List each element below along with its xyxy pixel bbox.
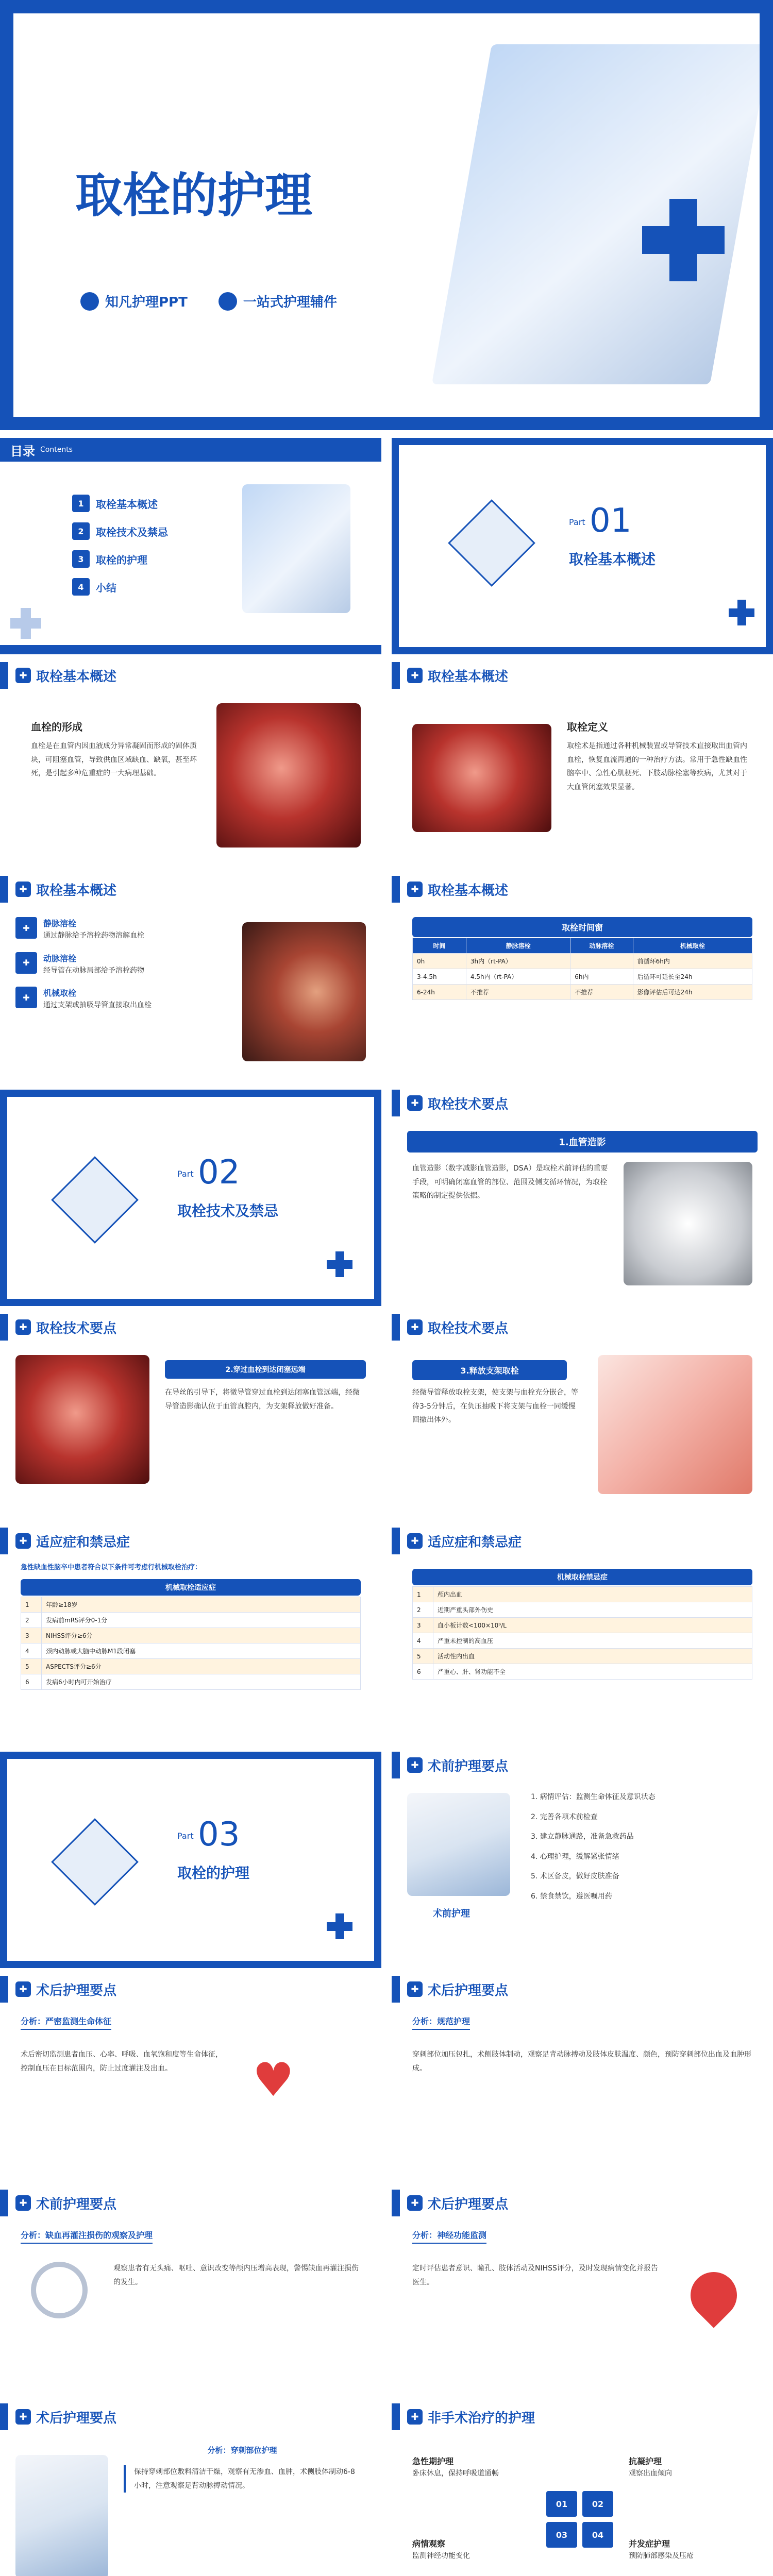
cross-icon: ✚ xyxy=(407,2409,423,2425)
slide-body: 观察患者有无头痛、呕吐、意识改变等颅内压增高表现，警惕缺血再灌注损伤的发生。 xyxy=(113,2264,359,2286)
overview-slide-1 xyxy=(0,662,381,868)
quad-item: 急性期护理 卧床休息，保持呼吸道通畅 xyxy=(412,2456,499,2478)
part-number: 01 xyxy=(590,502,632,540)
indication-table: 1 年龄≥18岁 2 发病前mRS评分0-1分 3 NIHSS评分≥6分 4 颈内动脉或大脑中动脉M1段闭塞 5 ASPECTS评分≥6分 6 发病6小时内可开始治疗 xyxy=(21,1597,361,1690)
cover-tag1: 知凡护理PPT xyxy=(105,295,188,310)
table-title: 取栓时间窗 xyxy=(412,917,752,937)
slide-header: 术前护理要点 xyxy=(36,2196,117,2212)
cross-icon: ✚ xyxy=(15,2195,31,2211)
slide-note: 急性缺血性脑卒中患者符合以下条件可考虑行机械取栓治疗： xyxy=(21,1564,202,1571)
cross-icon: ✚ xyxy=(407,1319,423,1335)
overview-slide-3 xyxy=(0,876,381,1082)
cover-tag2: 一站式护理辅件 xyxy=(243,295,337,310)
catheter-icon: ✚ xyxy=(15,952,37,974)
medical-cross-icon xyxy=(10,608,41,639)
cross-icon: ✚ xyxy=(407,1757,423,1773)
step-pill: 3.释放支架取栓 xyxy=(412,1360,567,1380)
nurse-illustration xyxy=(407,1793,510,1896)
slide-body: 术后密切监测患者血压、心率、呼吸、血氧饱和度等生命体征，控制血压在目标范围内，防止过度灌注及出血。 xyxy=(21,2050,223,2073)
contra-slide-1 xyxy=(0,1528,381,1744)
slide-header: 取栓基本概述 xyxy=(36,883,117,899)
cross-icon: ✚ xyxy=(15,882,31,897)
medical-cross-icon xyxy=(729,600,754,625)
toc-item[interactable]: 4 小结 xyxy=(72,578,168,596)
list-item: 5. 术区备皮，做好皮肤准备 xyxy=(531,1872,619,1881)
medical-cross-icon xyxy=(327,1251,352,1277)
vessel-image xyxy=(216,703,361,848)
vessel-image xyxy=(412,724,551,832)
toc-item[interactable]: 3 取栓的护理 xyxy=(72,550,168,568)
slide-body: 血管造影（数字减影血管造影，DSA）是取栓术前评估的重要手段，可明确闭塞血管的部位、范围及侧支循环情况，为取栓策略的制定提供依据。 xyxy=(412,1164,608,1200)
part-title: 取栓的护理 xyxy=(177,1865,250,1882)
slide-header: 取栓基本概述 xyxy=(428,883,509,899)
part01-slide xyxy=(392,438,773,654)
cross-icon: ✚ xyxy=(15,668,31,683)
quad-item: 并发症护理 预防肺部感染及压疮 xyxy=(629,2539,694,2560)
part-label: Part xyxy=(569,517,585,527)
step-pill: 2.穿过血栓到达闭塞远端 xyxy=(165,1360,366,1379)
part-label: Part xyxy=(177,1169,194,1179)
method-item: ✚ 机械取栓 通过支架或抽吸导管直接取出血栓 xyxy=(15,987,232,1012)
part-title: 取栓基本概述 xyxy=(569,551,656,568)
section-label: 术前护理 xyxy=(433,1908,470,1919)
slide-header: 取栓技术要点 xyxy=(428,1320,509,1336)
slide-header: 术后护理要点 xyxy=(428,1982,509,1998)
list-item: 4. 心理护理，缓解紧张情绪 xyxy=(531,1852,619,1861)
nursing-slide-7 xyxy=(392,2403,773,2576)
quad-item: 病情观察 监测神经功能变化 xyxy=(412,2539,470,2560)
slide-body: 经微导管释放取栓支架，使支架与血栓充分嵌合，等待3-5分钟后，在负压抽吸下将支架与血栓一同缓慢回撤出体外。 xyxy=(412,1388,578,1425)
cross-icon: ✚ xyxy=(407,882,423,897)
cross-icon: ✚ xyxy=(407,1095,423,1111)
quad-number: 02 xyxy=(582,2491,613,2517)
part02-slide xyxy=(0,1090,381,1306)
cross-icon: ✚ xyxy=(407,668,423,683)
list-item: 1. 病情评估：监测生命体征及意识状态 xyxy=(531,1793,656,1801)
method-item: ✚ 静脉溶栓 通过静脉给予溶栓药物溶解血栓 xyxy=(15,917,232,943)
tech-slide-3 xyxy=(392,1314,773,1520)
table-title: 机械取栓适应症 xyxy=(21,1579,361,1596)
table-title: 机械取栓禁忌症 xyxy=(412,1569,752,1585)
slide-header: 术后护理要点 xyxy=(428,2196,509,2212)
method-item: ✚ 动脉溶栓 经导管在动脉局部给予溶栓药物 xyxy=(15,952,232,978)
quad-item: 抗凝护理 观察出血倾向 xyxy=(629,2456,672,2478)
list-item: 2. 完善各项术前检查 xyxy=(531,1812,598,1821)
slide-header: 适应症和禁忌症 xyxy=(428,1534,522,1550)
part-label: Part xyxy=(177,1831,194,1841)
slide-sub: 分析：神经功能监测 xyxy=(412,2229,486,2244)
slide-header: 取栓技术要点 xyxy=(36,1320,117,1336)
slide-header: 取栓基本概述 xyxy=(36,669,117,685)
syringe-icon: ✚ xyxy=(15,917,37,939)
slide-body: 取栓术是指通过各种机械装置或导管技术直接取出血管内血栓，恢复血流再通的一种治疗方法。常用于急性缺血性脑卒中、急性心肌梗死、下肢动脉栓塞等疾病，尤其对于大血管闭塞效果显著。 xyxy=(567,742,747,791)
slide-body: 穿刺部位加压包扎，术侧肢体制动，观察足背动脉搏动及肢体皮肤温度、颜色，预防穿刺部位出血及血肿形成。 xyxy=(412,2050,751,2073)
toc-title: 目录 xyxy=(10,444,35,459)
slide-sub: 分析：穿刺部位护理 xyxy=(207,2446,277,2455)
cross-icon: ✚ xyxy=(15,2409,31,2425)
slide-body: 在导丝的引导下，将微导管穿过血栓到达闭塞血管远端，经微导管造影确认位于血管真腔内，为支架释放做好准备。 xyxy=(165,1388,360,1411)
toc-item[interactable]: 2 取栓技术及禁忌 xyxy=(72,522,168,540)
nursing-slide-1 xyxy=(392,1752,773,1968)
nursing-slide-5 xyxy=(392,2190,773,2396)
slide-sub: 分析：严密监测生命体征 xyxy=(21,2015,111,2030)
slide-sub: 分析：规范护理 xyxy=(412,2015,470,2030)
nursing-slide-6 xyxy=(0,2403,381,2576)
cross-icon: ✚ xyxy=(407,1981,423,1997)
slide-heading: 取栓定义 xyxy=(567,721,608,733)
cross-icon: ✚ xyxy=(15,1981,31,1997)
quad-number: 03 xyxy=(546,2522,577,2548)
nursing-slide-2 xyxy=(0,1976,381,2182)
angiography-image xyxy=(624,1162,752,1285)
list-item: 6. 禁食禁饮，遵医嘱用药 xyxy=(531,1892,612,1901)
medical-cross-icon xyxy=(642,199,725,281)
slide-header: 取栓基本概述 xyxy=(428,669,509,685)
nursing-slide-4 xyxy=(0,2190,381,2396)
slide-sub: 分析：缺血再灌注损伤的观察及护理 xyxy=(21,2229,153,2244)
slide-header: 术后护理要点 xyxy=(36,2410,117,2426)
slide-header: 术前护理要点 xyxy=(428,1758,509,1774)
slide-header: 非手术治疗的护理 xyxy=(428,2410,535,2426)
stent-diagram xyxy=(598,1355,752,1494)
contraindication-table: 1 颅内出血 2 近期严重头部外伤史 3 血小板计数<100×10⁹/L 4 严重未控制的高血压 5 活动性内出血 6 严重心、肝、肾功能不全 xyxy=(412,1586,752,1680)
nursing-slide-3 xyxy=(392,1976,773,2182)
overview-slide-2 xyxy=(392,662,773,868)
part-number: 03 xyxy=(198,1816,240,1854)
cross-icon: ✚ xyxy=(15,1533,31,1549)
slide-body: 保持穿刺部位敷料清洁干燥，观察有无渗血、血肿，术侧肢体制动6-8小时，注意观察足背动脉搏动情况。 xyxy=(124,2465,361,2493)
tech-slide-1 xyxy=(392,1090,773,1306)
medical-cross-icon xyxy=(327,1913,352,1939)
toc-doctor-photo xyxy=(242,484,350,613)
list-item: 3. 建立静脉通路，准备急救药品 xyxy=(531,1833,634,1841)
heart-icon: ♥ xyxy=(253,2053,294,2107)
slide-body: 定时评估患者意识、瞳孔、肢体活动及NIHSS评分，及时发现病情变化并报告医生。 xyxy=(412,2264,658,2286)
magnifier-icon xyxy=(31,2262,88,2318)
part-title: 取栓技术及禁忌 xyxy=(177,1202,279,1219)
slide-heading: 血栓的形成 xyxy=(31,721,82,733)
contra-slide-2 xyxy=(392,1528,773,1744)
quad-number: 04 xyxy=(582,2522,613,2548)
badge-icon xyxy=(80,292,99,311)
time-window-table: 时间 静脉溶栓 动脉溶栓 机械取栓 0h 3h内（rt-PA） 前循环6h内 3-4.5h 4.5h内（rt-PA） 6h内 后循环可延长至24h 6-24h 不推荐 不推荐 影像评估后可达24h xyxy=(412,938,752,1000)
badge-icon xyxy=(219,292,237,311)
catheter-image xyxy=(15,1355,149,1484)
stent-icon: ✚ xyxy=(15,987,37,1008)
cover-title: 取栓的护理 xyxy=(75,168,313,223)
slide-header: 适应症和禁忌症 xyxy=(36,1534,130,1550)
toc-slide xyxy=(0,438,381,654)
toc-subtitle: Contents xyxy=(40,446,73,454)
doctor-illustration xyxy=(15,2455,108,2576)
cross-icon: ✚ xyxy=(15,1319,31,1335)
slide-header: 术后护理要点 xyxy=(36,1982,117,1998)
cross-icon: ✚ xyxy=(407,1533,423,1549)
thrombus-image xyxy=(242,922,366,1061)
part03-slide xyxy=(0,1752,381,1968)
cover-slide xyxy=(0,0,773,430)
tech-slide-2 xyxy=(0,1314,381,1520)
overview-slide-4 xyxy=(392,876,773,1082)
location-pin-icon xyxy=(681,2262,746,2328)
part-number: 02 xyxy=(198,1154,240,1192)
slide-header: 取栓技术要点 xyxy=(428,1096,509,1112)
toc-item[interactable]: 1 取栓基本概述 xyxy=(72,495,168,512)
quad-number: 01 xyxy=(546,2491,577,2517)
slide-body: 血栓是在血管内因血液成分异常凝固而形成的固体质块，可阻塞血管，导致供血区域缺血、缺氧，甚至坏死，是引起多种危重症的一大病理基础。 xyxy=(31,742,197,778)
cross-icon: ✚ xyxy=(407,2195,423,2211)
step-pill: 1.血管造影 xyxy=(407,1131,758,1153)
